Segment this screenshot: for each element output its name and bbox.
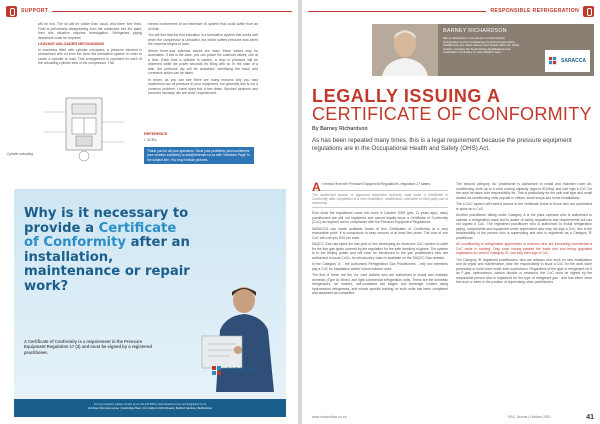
left-column-2: [148, 22, 258, 98]
paragraph: You will find that the first indication is a lubrication system that works well when the compressor is unloaded, but which suffers pressure loss when the machine begins to load.: [148, 33, 258, 46]
left-page: [0, 0, 298, 424]
left-column-1: [38, 22, 142, 68]
ad-footer-contact: For any enquiries, please contact us on 011 425 9999 | www.saracca.co.za | service@sarac.co.za: [93, 403, 207, 406]
author-logo: SARACCA: [545, 50, 590, 72]
thermometer-icon: [583, 6, 594, 17]
author-name: BARNEY RICHARDSON: [443, 28, 507, 34]
article-title-line-2: CERTIFICATE OF CONFORMITY: [312, 104, 592, 124]
subheading: LEAVING UNLOADER MECHANISMS: [38, 42, 105, 46]
section-label: RESPONSIBLE REFRIGERATION: [490, 8, 579, 14]
paragraph: Another practitioner falling under Category A is the plant operator who is authorised to operate a refrigeration plant and is aware of safety regulations and requirements but has not signed a CoC. The registered practitioner who is authorised to install refrigeration piping, components and equipment under supervision also may not sign a CoC; this is the responsibility of the person who is supervising and who is registered as a Category 'B' practitioner.: [456, 213, 592, 240]
right-column-2: [456, 182, 592, 287]
reference-item: • ACRA: [144, 138, 157, 142]
drop-cap: A: [312, 180, 321, 194]
byline: By Barney Richardson: [312, 126, 368, 132]
header-rule: [308, 11, 486, 12]
references: [144, 132, 254, 142]
ad-headline: Why is it necessary to provide a Certificate of Conformity after an installation, maintenance or repair work?: [24, 206, 190, 294]
author-box: [372, 24, 594, 76]
paragraph: In return, as you can see there are many reasons why you may experience low oil pressure in your equipment, but generally this is not a common problem. I have seen this a few times. Blocked strainers and incorrect viscosity oils are what I experienced.: [148, 77, 258, 95]
right-page: [302, 0, 600, 424]
thermometer-icon: [6, 6, 17, 17]
saracca-logo-icon: [549, 57, 557, 65]
lead-paragraph: As has been repeated many times, this is a legal requirement because the pressure equipment regulations are in the Occupational Health and Safety (OHS) Act.: [312, 137, 572, 152]
right-column-1: [312, 182, 448, 298]
cylinder-unloader-diagram: [36, 92, 131, 167]
ad-footer-address: 2nd Floor Riverview House | Cambridge Place | Cnr Hollig & Oxford Roads | Bedford Gardens | Bedfordview: [87, 407, 213, 410]
footer-url: www.hvacronline.co.za: [312, 415, 347, 419]
author-bio: Barney Richardson is the director of South African Refrigeration and Air Conditioning Contractors Association (SARACCA) and chairs various other boards within the HVAC industry, including the South African Qualifications and Certification Committee for Gas (SAQCC Gas).: [443, 36, 520, 55]
paragraph: will be low. The oil will be colder than usual, and there fore thick. Fluid is periodically disappearing from the crankcase into the plant, then this situation requires investigation. Refrigerant piping deviations could be required.: [38, 22, 142, 40]
tip-box: Thank you for all your questions. Send your problems (and sometimes your creative solutions) to ask@refrenter.co.za with 'Solutions Page' in the subject line. You may include pictures.: [144, 147, 254, 164]
paragraph: The e-CoC system will restrict access to the certificate forms to those who are authorised to issue an e-CoC.: [456, 202, 592, 211]
author-photo: [372, 24, 438, 76]
diagram-caption: Cylinder unloading: [6, 152, 33, 156]
saracca-logo-icon: [212, 366, 222, 376]
paragraph: The Category 'B' registered practitioners, who are artisans who work on new installations and do repair and maintenance, take the responsibility to issue a CoC for the work done personally or work done under their supervision. Regardless of the type of refrigerant, be it an F-gas, hydrocarbon, carbon dioxide or ammonia, the CoC must be signed by the responsible person who is registered for the type of refrigerant gas - and has either done the work or been in the position of supervising other practitioners.: [456, 257, 592, 284]
right-page-header: [308, 5, 594, 17]
advertisement: [14, 189, 286, 417]
page-number: 41: [586, 414, 594, 421]
header-rule: [52, 11, 292, 12]
paragraph: The first of these are the 'Ac' card holders who are authorised to install and maintain domestic (Type A) Mixed, and light commercial refrigeration units. These are the domestic refrigerators, ice makers, self-contained bar fridges and beverage coolers using hydrocarbon refrigerants, and whose specific training on such units has been completed and assessed as competent.: [312, 273, 448, 296]
ad-subtext: A Certificate of Conformity is a requirement in the Pressure Equipment Regulation 17 (3) and must be signed by a registered practitioner.: [24, 339, 152, 355]
paragraph: An extract from the Pressure Equipment Regulations, regulation 17 states:: [312, 180, 431, 194]
section-label: SUPPORT: [21, 8, 49, 14]
paragraph: SAQCC Gas has spent the last year or two developing an electronic CoC system to cater for the four gas types covered by the regulation for the safe handling of gases. The system is in the testing phase and will soon be introduced to the gas practitioners who are authorised to issue CoCs. An introductory video is available on the SAQCC Gas website.: [312, 242, 448, 260]
references-heading: REFERENCE: [144, 132, 168, 136]
paragraph: In machines fitted with cylinder unloaders, a pressure element is pressurised with oil from the force fed lubrication system in order to cause a cylinder to load. This arrangement is repeated for each of the unloading cylinder sets in the compressor. This: [38, 47, 142, 65]
ad-logo: SARACCA: [212, 362, 256, 380]
left-page-header: [6, 5, 292, 17]
footer-issue: RAC Journal | October 2020: [508, 415, 551, 419]
regulation-quote: The authorised person or approved inspection authority shall issue a Certificate of Conformity after completion of a new installation, modification, alteration or third party-use of ownership.: [312, 190, 448, 209]
highlighted-paragraph: Air conditioning or refrigeration apprentices or learners who are increasing commercial a CoC while in training. Only once having passed the trade test and being upgraded registration to Level in Category 'B', can they then sign a CoC.: [456, 242, 592, 255]
ad-footer: [14, 399, 286, 417]
paragraph: Ever since the regulations came into force in October 2009 (yes, 11 years ago), many practitioners are still not registered and cannot legally issue a Certificate of Conformity (CoC) as required and in compliance with the Pressure Equipment Regulations.: [312, 211, 448, 225]
article-title-line-1: LEGALLY ISSUING A: [312, 86, 501, 106]
paragraph: SARACCA has made available books of this Certificates of Conformity at a very reasonable price. It is compulsory to keep records of at least five years. The cost of one CoC will cost you R15 per each.: [312, 226, 448, 240]
paragraph: means involvement of an extensive oil system that could suffer from an oil leak.: [148, 22, 258, 31]
paragraph: In the Category 'A' - the Authorised Refrigeration Gas Practitioners - only two members pay a CoC for installation and/or indoor/outdoor work.: [312, 262, 448, 271]
paragraph: The second category 'Ac' practitioner is authorised to install and maintain room air-conditioning units up to a total cooling capacity (approx 8/12kw) and can sign a CoC for the work he takes sole responsibility for. This is particularly for the split wall type and small ducted air-conditioning units popular in offices, small shops and home installations.: [456, 182, 592, 200]
paragraph: Where three-way solenoid valves are used, these valves may be accessible. If this is the case, you can power the solenoid valves, one at a time. Each time a cylinder is loaded, a drop in pressure will be observed while the power seconds it's filling with oil. In the case of a leak, the pressure dip will be sustained, identifying the issue and corrective action can be taken.: [148, 48, 258, 75]
